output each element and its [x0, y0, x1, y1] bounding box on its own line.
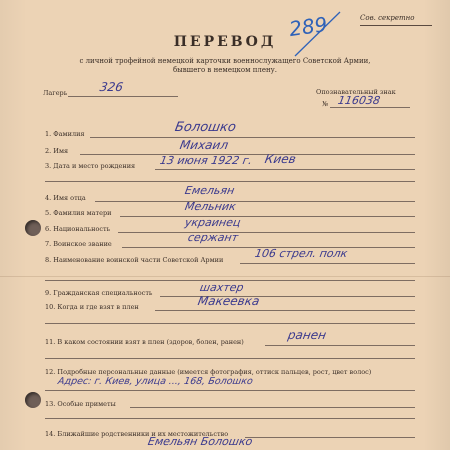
camp-value: 326 — [98, 80, 125, 94]
field-11-value: ранен — [286, 328, 328, 342]
field-10-line — [155, 310, 415, 311]
field-10-value: Макеевка — [196, 294, 261, 308]
badge-prefix: № — [322, 100, 329, 108]
field-9-value: шахтер — [198, 281, 245, 294]
field-11-label: 11. В каком состоянии взят в плен (здоров, болен, ранен) — [45, 338, 244, 346]
field-11-line — [265, 345, 415, 346]
badge-label: Опознавательный знак — [316, 88, 396, 96]
field-12-line — [45, 390, 415, 391]
subtitle-line-2: бывшего в немецком плену. — [172, 66, 278, 74]
field-7-label: 7. Воинское звание — [45, 240, 112, 248]
document-title: ПЕРЕВОД — [173, 34, 277, 50]
field-5-value: Мельник — [183, 200, 237, 213]
field-1-line — [90, 137, 415, 138]
field-8-line — [240, 263, 415, 264]
blank-line-5 — [45, 418, 415, 419]
field-5-line — [120, 216, 415, 217]
document-subtitle — [40, 57, 410, 75]
field-3-label: 3. Дата и место рождения — [45, 162, 136, 170]
field-3-value-place: Киев — [263, 152, 298, 166]
subtitle-line-1: с личной трофейной немецкой карточки военнослужащего Советской Армии, — [79, 57, 371, 65]
field-14-label: 14. Ближайшие родственники и их местожительство — [45, 430, 229, 438]
field-10-label: 10. Когда и где взят в плен — [45, 303, 139, 311]
paper-fold — [0, 276, 450, 277]
field-14-line — [245, 437, 415, 438]
field-8-label: 8. Наименование воинской части Советской Армии — [45, 256, 224, 264]
annotation-number: 289 — [287, 12, 329, 42]
field-6-value: украинец — [183, 216, 242, 229]
punch-hole-bottom — [25, 392, 41, 408]
classification-underline — [360, 25, 432, 26]
field-4-label: 4. Имя отца — [45, 194, 86, 202]
field-3-value: 13 июня 1922 г. — [158, 154, 254, 167]
pencil-annotation — [285, 6, 347, 58]
blank-line-1 — [45, 181, 415, 182]
field-13-line — [130, 407, 415, 408]
camp-line — [68, 96, 178, 97]
field-9-label: 9. Гражданская специальность — [45, 289, 153, 297]
field-2-label: 2. Имя — [45, 147, 69, 155]
field-7-value: сержант — [186, 231, 240, 244]
field-1-value: Болошко — [173, 120, 238, 135]
field-1-label: 1. Фамилия — [45, 130, 85, 138]
camp-label: Лагерь — [43, 89, 68, 97]
field-13-label: 13. Особые приметы — [45, 400, 116, 408]
blank-line-3 — [45, 323, 415, 324]
field-12-label: 12. Подробные персональные данные (имеется фотография, оттиск пальцев, рост, цвет волос) — [45, 368, 372, 376]
blank-line-4 — [45, 358, 415, 359]
field-3-line — [155, 169, 415, 170]
badge-line — [330, 107, 410, 108]
field-6-label: 6. Национальность — [45, 225, 111, 233]
punch-hole-top — [25, 220, 41, 236]
classification-stamp: Сов. секретно — [360, 14, 415, 22]
field-5-label: 5. Фамилия матери — [45, 209, 112, 217]
field-8-value: 106 стрел. полк — [253, 247, 349, 260]
field-14-value: Емельян Болошко — [146, 435, 254, 448]
field-4-line — [95, 201, 415, 202]
field-6-line — [118, 232, 415, 233]
field-4-value: Емельян — [183, 184, 236, 197]
badge-value: 116038 — [336, 94, 382, 107]
field-2-value: Михаил — [178, 138, 230, 152]
field-12-value: Адрес: г. Киев, улица ..., 168, Болошко — [57, 376, 254, 387]
